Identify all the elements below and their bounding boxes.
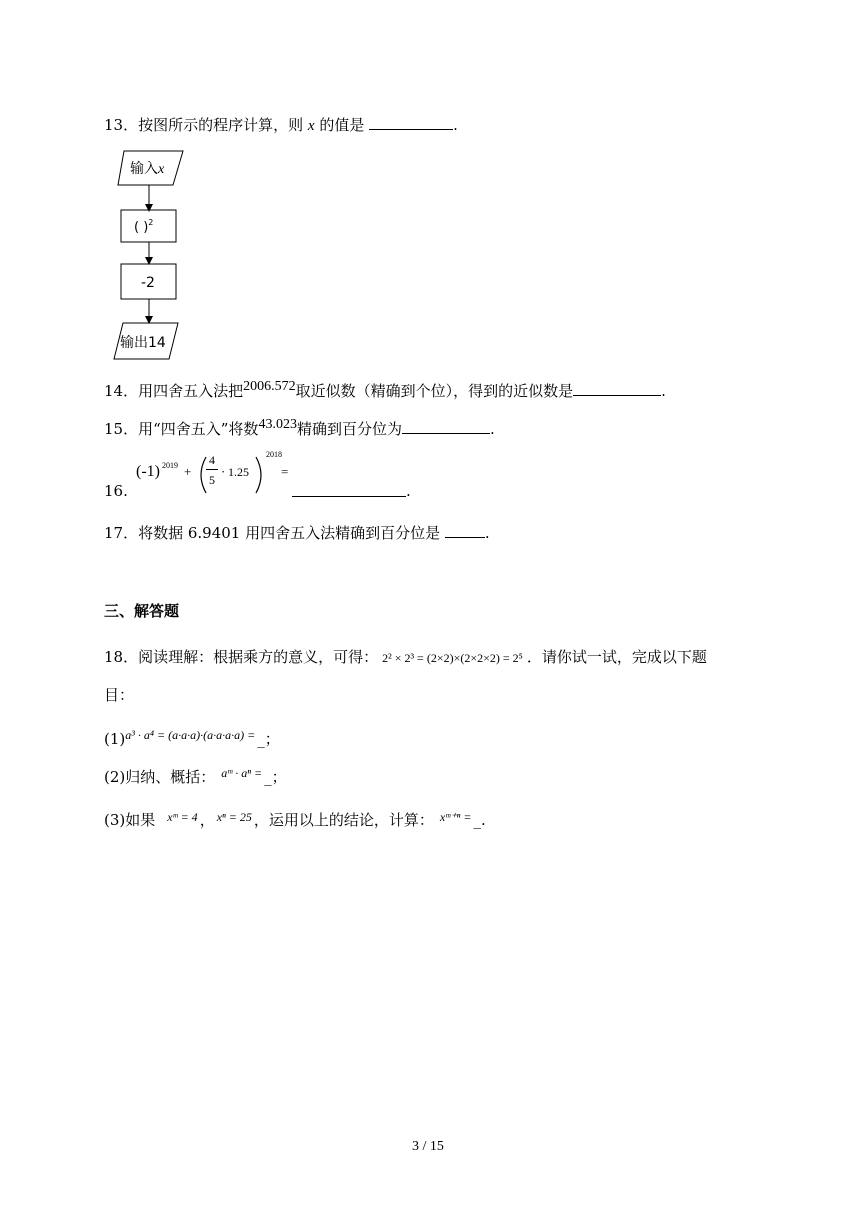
q18-p3-formula-1: xᵐ = 4 bbox=[167, 810, 198, 824]
q14-end: . bbox=[661, 382, 666, 400]
section-heading: 三、解答题 bbox=[104, 602, 180, 620]
q18-p3-formula-3: xᵐ⁺ⁿ = bbox=[439, 810, 472, 824]
q16-base: (-1) bbox=[136, 463, 160, 480]
q16-frac-num: 4 bbox=[209, 453, 215, 467]
q16-end: . bbox=[406, 482, 411, 500]
flowchart bbox=[110, 148, 190, 363]
q16-exp2: 2018 bbox=[266, 450, 282, 459]
q17-answer-blank bbox=[445, 521, 485, 538]
question-16 bbox=[104, 450, 424, 500]
q16-exp1: 2019 bbox=[162, 461, 178, 470]
q15-answer-blank bbox=[402, 417, 490, 434]
q18-p3-end: _. bbox=[473, 811, 486, 829]
q18-p3-text: ，运用以上的结论，计算： bbox=[253, 811, 434, 829]
q13-text: 13．按图所示的程序计算，则 bbox=[104, 116, 304, 134]
q18-formula: 2² × 2³ = (2×2)×(2×2×2) = 2⁵ bbox=[382, 651, 523, 665]
q16-label: 16. bbox=[104, 482, 128, 500]
question-13 bbox=[104, 113, 458, 136]
q18-part-1 bbox=[104, 729, 280, 750]
q18-p1-formula: a³ · a⁴ = (a·a·a)·(a·a·a·a) = bbox=[125, 728, 256, 742]
question-18 bbox=[104, 647, 707, 668]
q16-answer-blank bbox=[292, 480, 406, 497]
q18-text: 18．阅读理解：根据乘方的意义，可得： bbox=[104, 648, 379, 666]
q18-p2-formula: aᵐ · aⁿ = bbox=[221, 766, 263, 780]
q18-p2-end: _； bbox=[264, 768, 287, 786]
q18-p1-end: _； bbox=[257, 730, 280, 748]
q17-end: . bbox=[484, 524, 490, 542]
question-15 bbox=[104, 415, 495, 439]
q13-text2: 的值是 bbox=[319, 116, 365, 134]
q18-p3-formula-2: xⁿ = 25 bbox=[216, 810, 252, 824]
q14-answer-blank bbox=[573, 379, 661, 396]
q18-text2: ．请你试一试，完成以下题 bbox=[526, 648, 707, 666]
q13-var: x bbox=[307, 118, 315, 134]
q13-end: . bbox=[453, 116, 458, 134]
q16-frac-den: 5 bbox=[209, 473, 215, 487]
minus-label: -2 bbox=[141, 275, 155, 291]
q18-p1-label: (1) bbox=[104, 730, 126, 748]
q16-plus: + bbox=[184, 464, 192, 479]
square-label: ( )$^2$ bbox=[134, 218, 154, 235]
q15-text: 15．用“四舍五入”将数 bbox=[104, 420, 259, 438]
q18-part-2 bbox=[104, 767, 287, 788]
q13-answer-blank bbox=[369, 113, 453, 130]
output-label: 输出14 bbox=[120, 335, 166, 351]
q16-times: · bbox=[221, 464, 226, 479]
q18-p3-label: (3)如果 bbox=[104, 811, 156, 829]
question-14 bbox=[104, 377, 666, 401]
q18-p3-sep: ， bbox=[199, 811, 215, 829]
q17-text: 17．将数据 6.9401 用四舍五入法精确到百分位是 bbox=[104, 524, 441, 542]
q14-number: 2006.572 bbox=[243, 379, 296, 394]
q18-p2-label: (2)归纳、概括： bbox=[104, 768, 216, 786]
q18-continuation: 目： bbox=[104, 686, 135, 704]
q18-part-3 bbox=[104, 810, 486, 831]
q15-text2: 精确到百分位为 bbox=[296, 420, 402, 438]
q14-text: 14．用四舍五入法把 bbox=[104, 382, 244, 400]
q16-equals: = bbox=[281, 464, 289, 479]
q15-number: 43.023 bbox=[258, 417, 297, 432]
page-number: 3 / 15 bbox=[412, 1139, 444, 1154]
question-17 bbox=[104, 521, 490, 543]
input-label: 输入x bbox=[130, 161, 165, 177]
q15-end: . bbox=[489, 420, 495, 438]
q16-decimal: 1.25 bbox=[228, 465, 249, 479]
q14-text2: 取近似数（精确到个位），得到的近似数是 bbox=[295, 382, 574, 400]
